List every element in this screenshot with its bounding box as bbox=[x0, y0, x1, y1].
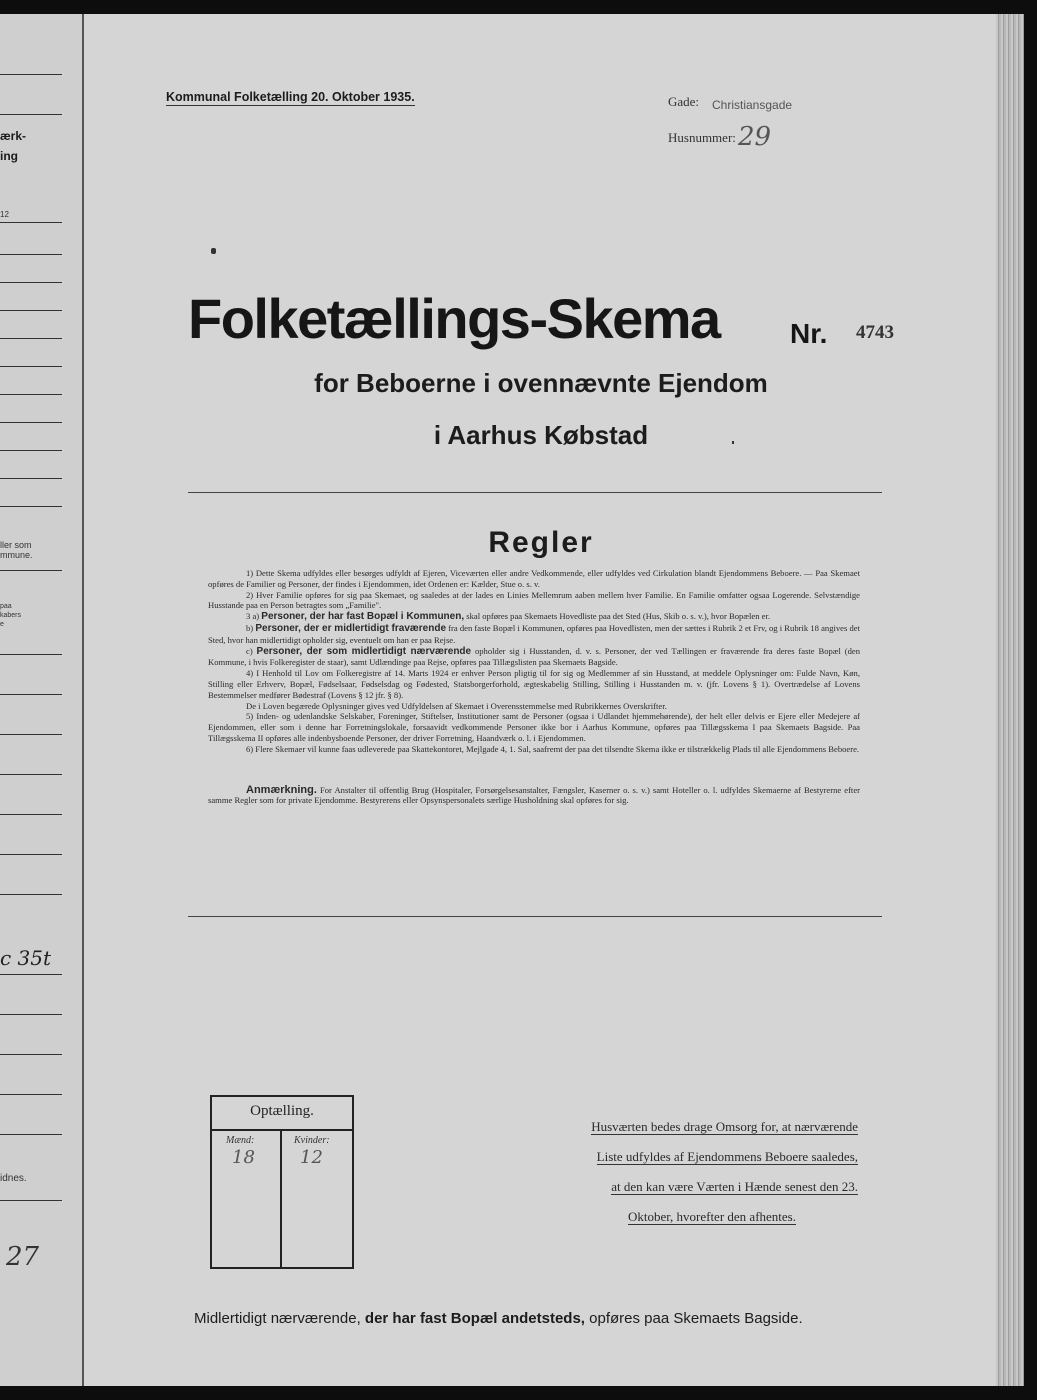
rule-5: 5) Inden- og udenlandske Selskaber, Foreninger, Stiftelser, Institutioner samt de Personer (ogsaa i Udlandet hjemmehørende), der helt eller delvis er Ejere eller Medejere af Ejendommen, eller som i denne har Forretningslokale, forsaavidt vedkommende Personer ikke bor i Aarhus Kommune, opføres paa Tillægsskema I paa Skemaets Bagside. Paa Tillægsskema II opføres alle indenbysboende Personer, der driver Forretning, Haandværk o. l. i Ejendommen. bbox=[208, 711, 860, 743]
left-rule bbox=[0, 854, 62, 855]
left-rule bbox=[0, 814, 62, 815]
left-rule bbox=[0, 310, 62, 311]
left-rule bbox=[0, 422, 62, 423]
left-page-fragment bbox=[0, 14, 84, 1386]
rule-4: 4) I Henhold til Lov om Folkeregistre af 14. Marts 1924 er enhver Person pligtig til for sig og Medlemmer af sin Husstand, at meddele Oplysninger om: Fulde Navn, Køn, Stilling eller Erhverv, Bopæl, Fødselsaar, Fødselsdag og Fødested, Statsborgerforhold, ægteskabelig Stilling, Stilling i Husstanden m. v. (jfr. Lovens § 1). Overtrædelse af Lovens Bestemmelser medfører Bødestraf (Lovens § 12 jfr. § 8). bbox=[208, 668, 860, 700]
rules-heading: Regler bbox=[488, 526, 594, 559]
left-fragment-text: ærk- ing bbox=[0, 129, 27, 163]
street-value: Christiansgade bbox=[712, 98, 793, 112]
left-rule bbox=[0, 654, 62, 655]
left-rule bbox=[0, 1200, 62, 1201]
page-stack-edge bbox=[996, 14, 1024, 1386]
left-rule bbox=[0, 282, 62, 283]
footer-note: Midlertidigt nærværende, der har fast Bopæl andetsteds, opføres paa Skemaets Bagside. bbox=[194, 1310, 803, 1327]
rule-3b: b) Personer, der er midlertidigt fraværende fra den faste Bopæl i Kommunen, opføres paa Hovedlisten, men der sættes i Rubrik 2 et Frv, og i Rubrik 18 angives det Sted, hvor han midlertidigt opholder sig, eventuelt om han er paa Rejse. bbox=[208, 622, 860, 645]
left-rule bbox=[0, 222, 62, 223]
rule-2: 2) Hver Familie opføres for sig paa Skemaet, og saaledes at der lades en Linies Mellemrum aaben mellem hver Familie. En Familie omfatter ogsaa Logerende. Selvstændige Husstande paa en Person betragtes som „Familie". bbox=[208, 589, 860, 611]
men-label: Mænd: bbox=[226, 1135, 255, 1146]
women-label: Kvinder: bbox=[294, 1135, 330, 1146]
notice-line: Liste udfyldes af Ejendommens Beboere saaledes, bbox=[596, 1149, 858, 1164]
left-fragment-text: idnes. bbox=[0, 1173, 27, 1184]
form-title: Folketællings-Skema bbox=[188, 287, 720, 350]
left-rule bbox=[0, 506, 62, 507]
landlord-notice bbox=[518, 1112, 858, 1232]
count-box bbox=[210, 1095, 354, 1269]
count-box-column-divider bbox=[280, 1129, 282, 1267]
left-rule bbox=[0, 1094, 62, 1095]
count-box-divider bbox=[212, 1129, 352, 1131]
divider-bottom bbox=[188, 916, 882, 917]
notice-line: Oktober, hvorefter den afhentes. bbox=[627, 1209, 796, 1224]
men-count: 18 bbox=[232, 1147, 255, 1168]
house-number-label: Husnummer: bbox=[668, 130, 736, 145]
notice-line: at den kan være Værten i Hænde senest den 23. bbox=[611, 1179, 858, 1194]
rule-3c: c) Personer, der som midlertidigt nærværende opholder sig i Husstanden, d. v. s. Personer, der ved Tællingen er fraværende fra deres faste Bopæl (den Kommune, i hvis Folkeregister de staar), samt Udlændinge paa Rejse, opføres paa Tillægslisten paa Skemaets Bagside. bbox=[208, 645, 861, 668]
rule-3a: 3 a) Personer, der har fast Bopæl i Kommunen, skal opføres paa Skemaets Hovedliste paa det Sted (Hus, Skib o. s. v.), hvor Bopælen er. bbox=[246, 611, 771, 623]
left-rule bbox=[0, 1054, 62, 1055]
rule-4-note: De i Loven begærede Oplysninger gives ved Udfyldelsen af Skemaet i Overensstemmelse med Rubrikkernes Overskrifter. bbox=[246, 700, 667, 711]
notice-line: Husværten bedes drage Omsorg for, at nærværende bbox=[591, 1119, 858, 1134]
left-rule bbox=[0, 478, 62, 479]
women-count: 12 bbox=[300, 1147, 323, 1168]
count-box-title: Optælling. bbox=[250, 1103, 314, 1119]
left-fragment-text: 12 bbox=[0, 210, 9, 219]
rule-1: 1) Dette Skema udfyldes eller besørges udfyldt af Ejeren, Viceværten eller andre Vedkommende, eller udfyldes ved Cirkulation blandt Ejendommens Beboere. — Paa Skemaet opføres de Familier og Personer, der findes i Ejendommen, idet Ordenen er: Kælder, Stue o. s. v. bbox=[208, 568, 860, 589]
left-handwriting: 27 bbox=[6, 1242, 40, 1272]
left-rule bbox=[0, 450, 62, 451]
house-number-value: 29 bbox=[738, 122, 772, 152]
form-number: 4743 bbox=[856, 322, 894, 343]
census-date-line: Kommunal Folketælling 20. Oktober 1935. bbox=[166, 90, 415, 104]
left-fragment-text: ller som mmune. bbox=[0, 540, 33, 560]
street-label: Gade: bbox=[668, 94, 700, 109]
left-rule bbox=[0, 74, 62, 75]
left-rule bbox=[0, 734, 62, 735]
divider-top bbox=[188, 492, 882, 493]
left-handwriting: c 35t bbox=[0, 946, 52, 970]
left-rule bbox=[0, 1134, 62, 1135]
ink-dot bbox=[732, 441, 734, 444]
form-municipality: i Aarhus Købstad bbox=[433, 420, 649, 450]
left-rule bbox=[0, 338, 62, 339]
form-subtitle: for Beboerne i ovennævnte Ejendom bbox=[314, 368, 768, 398]
left-rule bbox=[0, 366, 62, 367]
left-rule bbox=[0, 974, 62, 975]
left-rule bbox=[0, 694, 62, 695]
left-rule bbox=[0, 774, 62, 775]
form-number-label: Nr. bbox=[790, 318, 828, 349]
left-rule bbox=[0, 114, 62, 115]
left-rule bbox=[0, 394, 62, 395]
rules-note: Anmærkning. For Anstalter til offentlig Brug (Hospitaler, Forsørgelsesanstalter, Fængsler, Kaserner o. s. v.) samt Hoteller o. l. udfyldes Skemaerne af Bestyrerne efter samme Regler som for private Ejendomme. Bestyrerens eller Opsynspersonalets særlige Husholdning skal opføres for sig. bbox=[208, 783, 860, 806]
left-rule bbox=[0, 1014, 62, 1015]
left-rule bbox=[0, 254, 62, 255]
left-fragment-text: paa kabers e bbox=[0, 603, 22, 628]
left-rule bbox=[0, 894, 62, 895]
ink-mark bbox=[211, 248, 216, 254]
left-rule bbox=[0, 570, 62, 571]
rule-6: 6) Flere Skemaer vil kunne faas udleverede paa Skattekontoret, Mejlgade 4, 1. Sal, saafremt der paa det tilsendte Skema ikke er tilstrækkelig Plads til alle Ejendommens Beboere. bbox=[246, 743, 860, 754]
rules-text bbox=[208, 568, 860, 806]
census-form-page bbox=[84, 14, 998, 1386]
